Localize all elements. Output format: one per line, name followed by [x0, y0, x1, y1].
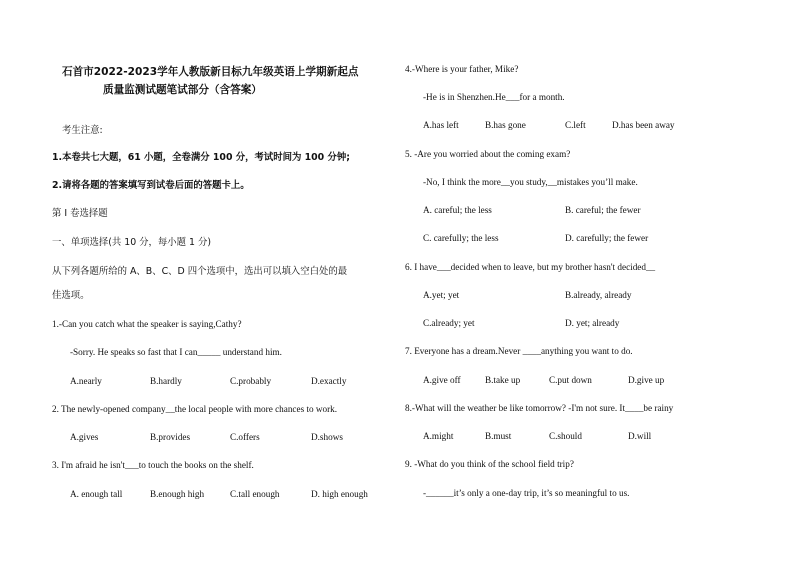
volume-heading: 第 I 卷选择题: [52, 208, 108, 219]
question-9-stem: 9. -What do you think of the school field trip?: [405, 459, 574, 469]
question-4-stem: 4.-Where is your father, Mike?: [405, 64, 519, 74]
question-3-option-c[interactable]: C.tall enough: [230, 489, 280, 499]
instruction-line-1: 从下列各题所给的 A、B、C、D 四个选项中，选出可以填入空白处的最: [52, 266, 348, 277]
question-5-stem-2: -No, I think the more__you study,__mistakes you’ll make.: [423, 177, 638, 187]
question-6-option-b[interactable]: B.already, already: [565, 290, 632, 300]
question-6-stem: 6. I have___decided when to leave, but my brother hasn't decided__: [405, 262, 656, 272]
question-4-option-d[interactable]: D.has been away: [612, 120, 675, 130]
question-6-option-a[interactable]: A.yet; yet: [423, 290, 460, 300]
question-1-option-a[interactable]: A.nearly: [70, 376, 102, 386]
question-1-stem-2: -Sorry. He speaks so fast that I can_____ understand him.: [70, 347, 282, 357]
question-7-option-a[interactable]: A.give off: [423, 375, 461, 385]
title-line-1: 石首市2022-2023学年人教版新目标九年级英语上学期新起点: [62, 66, 359, 78]
question-8-option-a[interactable]: A.might: [423, 431, 454, 441]
question-3-option-d[interactable]: D. high enough: [311, 489, 368, 499]
question-7-option-d[interactable]: D.give up: [628, 375, 665, 385]
question-2-stem: 2. The newly-opened company__the local people with more chances to work.: [52, 404, 338, 414]
question-2-option-d[interactable]: D.shows: [311, 432, 343, 442]
question-8-stem: 8.-What will the weather be like tomorrow? -I'm not sure. It____be rainy: [405, 403, 674, 413]
question-7-option-b[interactable]: B.take up: [485, 375, 521, 385]
question-1-option-d[interactable]: D.exactly: [311, 376, 347, 386]
notice-item-2: 2.请将各题的答案填写到试卷后面的答题卡上。: [52, 180, 250, 191]
question-1-stem: 1.-Can you catch what the speaker is saying,Cathy?: [52, 319, 242, 329]
question-5-option-a[interactable]: A. careful; the less: [423, 205, 492, 215]
instruction-line-2: 佳选项。: [52, 290, 90, 301]
question-1-option-c[interactable]: C.probably: [230, 376, 272, 386]
question-5-option-d[interactable]: D. carefully; the fewer: [565, 233, 649, 243]
question-6-option-d[interactable]: D. yet; already: [565, 318, 620, 328]
question-3-stem: 3. I'm afraid he isn't___to touch the books on the shelf.: [52, 460, 254, 470]
question-5-stem: 5. -Are you worried about the coming exam?: [405, 149, 571, 159]
question-4-option-b[interactable]: B.has gone: [485, 120, 526, 130]
question-6-option-c[interactable]: C.already; yet: [423, 318, 475, 328]
question-7-option-c[interactable]: C.put down: [549, 375, 592, 385]
question-1-option-b[interactable]: B.hardly: [150, 376, 182, 386]
part-heading: 一、单项选择(共 10 分，每小题 1 分): [52, 237, 212, 248]
question-4-option-c[interactable]: C.left: [565, 120, 586, 130]
question-7-stem: 7. Everyone has a dream.Never ____anything you want to do.: [405, 346, 633, 356]
question-8-option-c[interactable]: C.should: [549, 431, 582, 441]
question-2-option-c[interactable]: C.offers: [230, 432, 260, 442]
question-8-option-d[interactable]: D.will: [628, 431, 652, 441]
question-3-option-a[interactable]: A. enough tall: [70, 489, 123, 499]
question-4-stem-2: -He is in Shenzhen.He___for a month.: [423, 92, 565, 102]
question-5-option-c[interactable]: C. carefully; the less: [423, 233, 499, 243]
question-3-option-b[interactable]: B.enough high: [150, 489, 205, 499]
question-4-option-a[interactable]: A.has left: [423, 120, 459, 130]
title-line-2: 质量监测试题笔试部分（含答案）: [103, 84, 262, 96]
notice-heading: 考生注意:: [62, 125, 103, 136]
question-2-option-b[interactable]: B.provides: [150, 432, 191, 442]
question-9-stem-2: -______it’s only a one-day trip, it’s so meaningful to us.: [423, 488, 630, 498]
notice-item-1: 1.本卷共七大题，61 小题，全卷满分 100 分，考试时间为 100 分钟;: [52, 152, 350, 163]
question-2-option-a[interactable]: A.gives: [70, 432, 99, 442]
question-5-option-b[interactable]: B. careful; the fewer: [565, 205, 641, 215]
question-8-option-b[interactable]: B.must: [485, 431, 512, 441]
